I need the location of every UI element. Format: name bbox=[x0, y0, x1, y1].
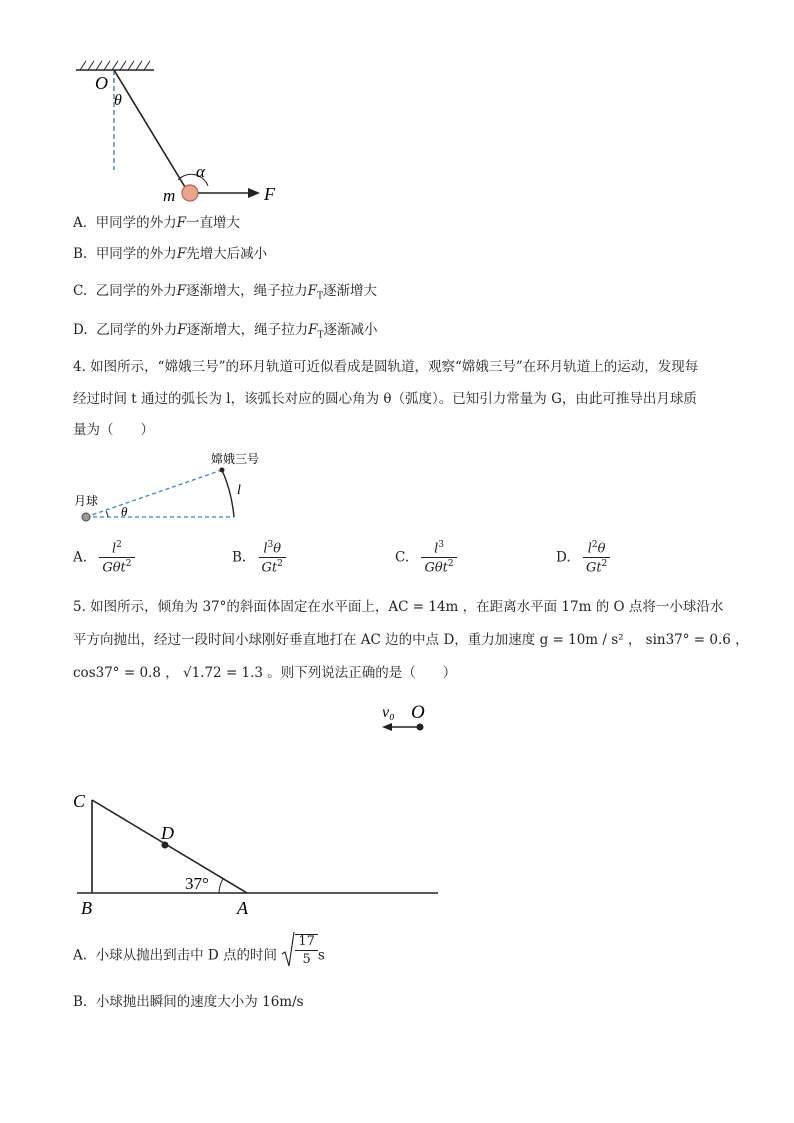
label-moon: 月球 bbox=[74, 494, 99, 508]
label-o: O bbox=[95, 73, 108, 93]
option-text: 乙同学的外力 bbox=[95, 283, 177, 299]
q5-option-b bbox=[73, 996, 304, 1010]
label-probe: 嫦娥三号 bbox=[211, 452, 260, 466]
option-letter: D. bbox=[556, 549, 571, 566]
q5-option-a bbox=[73, 934, 325, 970]
q3-option-d bbox=[73, 324, 378, 341]
label-o: O bbox=[411, 702, 425, 723]
label-m: m bbox=[163, 186, 176, 205]
q3-option-c bbox=[73, 285, 377, 302]
option-text: 甲同学的外力 bbox=[95, 246, 177, 262]
unit: s bbox=[317, 947, 325, 964]
q4-stem-line-1: 4. 如图所示，“嫦娥三号”的环月轨道可近似看成是圆轨道，观察“嫦娥三号”在环月轨道上的运动，发现每 bbox=[73, 359, 699, 375]
sqrt-fraction: $\frac{17}{5}$ bbox=[295, 934, 318, 966]
option-text: 乙同学的外力 bbox=[96, 322, 178, 338]
variable-f: F bbox=[176, 215, 187, 231]
fraction: $\frac{l^3}{G\theta t^2}$ bbox=[421, 541, 456, 575]
label-a: A bbox=[237, 898, 248, 918]
q4-option-b bbox=[232, 541, 286, 575]
subscript-t: T bbox=[316, 291, 323, 302]
label-theta: θ bbox=[121, 504, 128, 519]
q3-option-a bbox=[73, 217, 240, 231]
fraction: $\frac{l^2\theta}{Gt^2}$ bbox=[583, 541, 610, 575]
sqrt-sign bbox=[281, 930, 295, 970]
arc-l bbox=[222, 470, 234, 517]
mass-ball bbox=[182, 185, 198, 201]
v0-arrowhead bbox=[382, 723, 392, 731]
label-theta: θ bbox=[114, 92, 122, 109]
q4-stem-line-2: 经过时间 t 通过的弧长为 l，该弧长对应的圆心角为 θ（弧度）。已知引力常量为 G，由此可推导出月球质 bbox=[73, 391, 697, 407]
label-f: F bbox=[264, 184, 275, 204]
label-c: C bbox=[73, 791, 86, 811]
label-v0: v₀ bbox=[382, 704, 395, 721]
q4-option-d bbox=[556, 541, 610, 575]
pendulum-figure bbox=[70, 58, 290, 208]
option-letter: A. bbox=[73, 215, 88, 231]
label-d: D bbox=[161, 823, 174, 843]
option-letter: A. bbox=[73, 549, 88, 566]
option-letter: D. bbox=[73, 322, 88, 338]
incline-figure bbox=[70, 695, 450, 925]
option-letter: C. bbox=[73, 283, 88, 299]
label-alpha: α bbox=[196, 162, 205, 181]
force-arrowhead bbox=[248, 188, 260, 198]
variable-ft: F bbox=[308, 322, 318, 338]
option-text-end: 逐渐增大 bbox=[323, 283, 377, 299]
variable-f: F bbox=[177, 322, 187, 338]
option-letter: B. bbox=[232, 549, 247, 566]
q3-option-b bbox=[73, 248, 267, 262]
q4-option-c bbox=[395, 541, 457, 575]
option-text: 甲同学的外力 bbox=[95, 215, 177, 231]
side-ca bbox=[92, 800, 247, 893]
option-text-end: 先增大后减小 bbox=[186, 246, 268, 262]
label-l: l bbox=[237, 483, 241, 498]
label-b: B bbox=[81, 898, 92, 918]
option-letter: A. bbox=[73, 947, 88, 964]
theta-arc bbox=[106, 511, 108, 517]
fraction: $\frac{l^2}{G\theta t^2}$ bbox=[99, 541, 134, 575]
option-text-mid: 逐渐增大，绳子拉力 bbox=[186, 322, 309, 338]
variable-f: F bbox=[176, 283, 187, 299]
option-letter: B. bbox=[73, 246, 88, 262]
q4-stem-line-3: 量为（ ） bbox=[73, 422, 154, 438]
option-text-end: 一直增大 bbox=[186, 215, 241, 231]
radius-dashed-line bbox=[86, 470, 222, 517]
option-text-mid: 逐渐增大，绳子拉力 bbox=[186, 283, 308, 299]
q4-option-a bbox=[73, 541, 135, 575]
point-o bbox=[417, 724, 424, 731]
label-angle: 37° bbox=[185, 874, 209, 893]
q5-stem-line-3: cos37° = 0.8 ， √1.72 = 1.3 。则下列说法正确的是（ ） bbox=[73, 665, 457, 681]
option-letter: C. bbox=[395, 549, 410, 566]
option-text: 小球从抛出到击中 D 点的时间 bbox=[95, 947, 278, 964]
moon-dot bbox=[82, 513, 90, 521]
variable-ft: F bbox=[307, 283, 317, 299]
rope-line bbox=[114, 70, 188, 192]
q5-stem-line-2: 平方向抛出，经过一段时间小球刚好垂直地打在 AC 边的中点 D，重力加速度 g = 10m / s² ， sin37° = 0.6 ， bbox=[73, 632, 749, 648]
orbit-figure bbox=[70, 450, 290, 528]
fraction: $\frac{l^3\theta}{Gt^2}$ bbox=[259, 541, 286, 575]
variable-f: F bbox=[176, 246, 187, 262]
option-text: 小球抛出瞬间的速度大小为 16m/s bbox=[95, 994, 304, 1010]
ceiling-hatch bbox=[80, 61, 150, 70]
option-text-end: 逐渐减小 bbox=[323, 322, 378, 338]
angle-arc bbox=[219, 879, 223, 893]
subscript-t: T bbox=[317, 330, 324, 341]
probe-dot bbox=[220, 468, 225, 473]
q5-stem-line-1: 5. 如图所示，倾角为 37°的斜面体固定在水平面上，AC = 14m ，在距离水平面 17m 的 O 点将一小球沿水 bbox=[73, 599, 724, 615]
option-letter: B. bbox=[73, 994, 88, 1010]
